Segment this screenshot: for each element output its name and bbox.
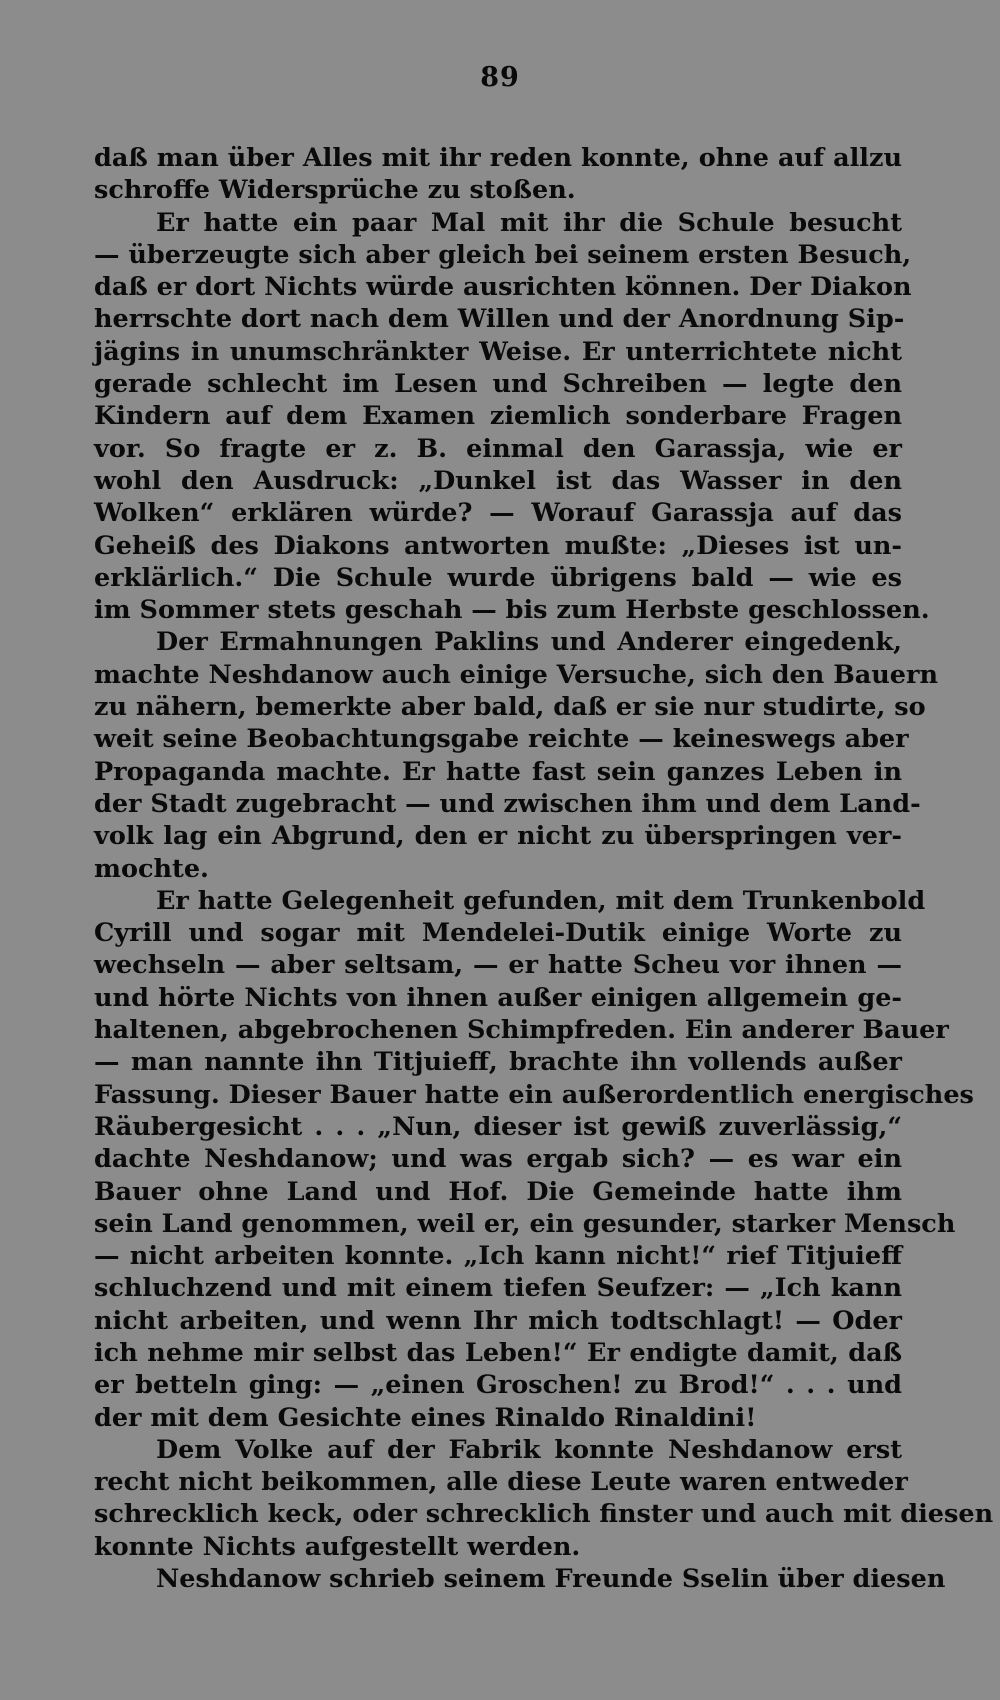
text-line: nicht arbeiten, und wenn Ihr mich todtschlagt! — Oder [94,1305,902,1336]
text-line: — man nannte ihn Titjuieff, brachte ihn vollends außer [94,1047,902,1078]
text-line: Der Ermahnungen Paklins und Anderer eingedenk, [156,627,902,658]
text-line: Bauer ohne Land und Hof. Die Gemeinde hatte ihm [94,1176,902,1207]
text-line: schroffe Widersprüche zu stoßen. [94,175,576,206]
text-line: daß er dort Nichts würde ausrichten können. Der Diakon [94,272,912,303]
text-line: Geheiß des Diakons antworten mußte: „Dieses ist un- [94,530,902,561]
text-line: volk lag ein Abgrund, den er nicht zu überspringen ver- [94,821,902,852]
text-line: vor. So fragte er z. B. einmal den Garassja, wie er [94,433,902,464]
text-line: — überzeugte sich aber gleich bei seinem ersten Besuch, [94,239,912,270]
body-text [94,142,994,1595]
text-line: wechseln — aber seltsam, — er hatte Scheu vor ihnen — [94,950,902,981]
text-line: erklärlich.“ Die Schule wurde übrigens bald — wie es [94,562,902,593]
text-line: ich nehme mir selbst das Leben!“ Er endigte damit, daß [94,1337,902,1368]
text-line: schluchzend und mit einem tiefen Seufzer: — „Ich kann [94,1273,902,1304]
text-line: herrschte dort nach dem Willen und der Anordnung Sip- [94,304,905,335]
text-line: recht nicht beikommen, alle diese Leute waren entweder [94,1467,908,1498]
text-line: jägins in unumschränkter Weise. Er unterrichtete nicht [94,336,902,367]
text-line: Er hatte ein paar Mal mit ihr die Schule besucht [156,207,902,238]
text-line: wohl den Ausdruck: „Dunkel ist das Wasser in den [94,465,902,496]
text-line: Räubergesicht . . . „Nun, dieser ist gewiß zuverlässig,“ [94,1111,902,1142]
page-number: 89 [480,62,520,93]
text-line: im Sommer stets geschah — bis zum Herbste geschlossen. [94,595,930,626]
text-line: daß man über Alles mit ihr reden konnte, ohne auf allzu [94,143,902,173]
text-line: sein Land genommen, weil er, ein gesunder, starker Mensch [94,1208,956,1239]
text-line: konnte Nichts aufgestellt werden. [94,1531,581,1562]
text-line: Kindern auf dem Examen ziemlich sonderbare Fragen [94,401,902,432]
text-line: der Stadt zugebracht — und zwischen ihm und dem Land- [94,788,921,819]
text-line: mochte. [94,853,209,884]
text-line: schrecklich keck, oder schrecklich finster und auch mit diesen [94,1499,994,1530]
text-line: machte Neshdanow auch einige Versuche, sich den Bauern [94,659,939,690]
text-line: er betteln ging: — „einen Groschen! zu Brod!“ . . . und [94,1370,902,1401]
text-line: — nicht arbeiten konnte. „Ich kann nicht!“ rief Titjuieff [94,1241,902,1272]
text-line: gerade schlecht im Lesen und Schreiben — legte den [94,369,902,400]
text-line: Propaganda machte. Er hatte fast sein ganzes Leben in [94,756,902,787]
text-line: Dem Volke auf der Fabrik konnte Neshdanow erst [156,1434,902,1465]
text-line: dachte Neshdanow; und was ergab sich? — es war ein [94,1144,902,1175]
text-line: Fassung. Dieser Bauer hatte ein außerordentlich energisches [94,1079,974,1110]
text-line: der mit dem Gesichte eines Rinaldo Rinaldini! [94,1402,757,1433]
text-line: Er hatte Gelegenheit gefunden, mit dem Trunkenbold [156,885,926,916]
text-line: zu nähern, bemerkte aber bald, daß er sie nur studirte, so [94,692,926,723]
text-line: Wolken“ erklären würde? — Worauf Garassja auf das [94,498,902,529]
text-line: Cyrill und sogar mit Mendelei-Dutik einige Worte zu [94,918,902,949]
text-line: und hörte Nichts von ihnen außer einigen allgemein ge- [94,982,902,1013]
text-line: haltenen, abgebrochenen Schimpfreden. Ein anderer Bauer [94,1015,949,1046]
text-line: weit seine Beobachtungsgabe reichte — keineswegs aber [94,724,909,755]
text-line: Neshdanow schrieb seinem Freunde Sselin über diesen [156,1564,946,1595]
